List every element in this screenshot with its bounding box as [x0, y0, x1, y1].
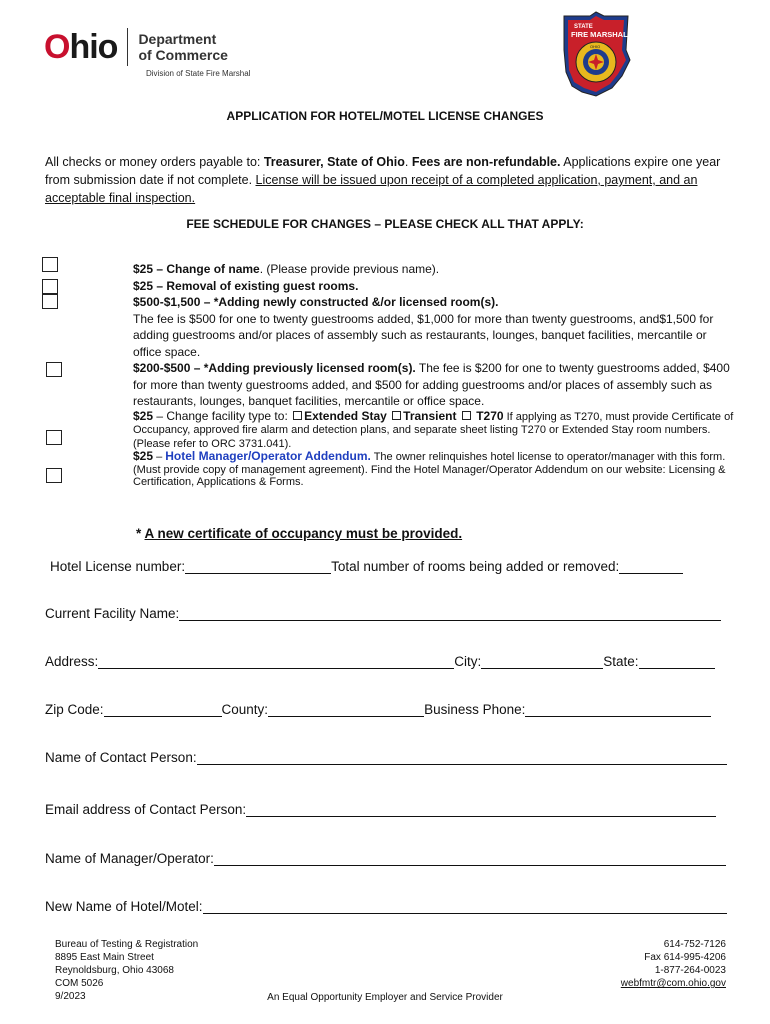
- footer-phone: 614-752-7126: [663, 939, 726, 950]
- footer-fax: Fax 614-995-4206: [644, 952, 726, 963]
- label-county: County:: [221, 702, 269, 717]
- seal-text-top: STATE: [574, 24, 593, 30]
- fee-label: $25: [133, 449, 154, 463]
- logo-divider: [127, 28, 128, 66]
- fee-item-new-rooms-desc: The fee is $500 for one to twenty guestrooms added, $1,000 for more than twenty guestrooms, and$1,500 for adding guestrooms and/or places of assembly such as restaurants, lounges, banquet facilities, mercantile or office space.: [133, 311, 714, 359]
- total-rooms-field[interactable]: [619, 558, 683, 574]
- seal-ring-text: OHIO: [590, 44, 601, 49]
- note-text: A new certificate of occupancy must be provided.: [144, 526, 463, 541]
- label-contact-email: Email address of Contact Person:: [45, 802, 247, 817]
- label-facility-name: Current Facility Name:: [45, 606, 180, 621]
- footer-form-number: COM 5026: [55, 978, 104, 989]
- hotel-license-field[interactable]: [185, 558, 331, 574]
- seal-text-main: FIRE MARSHAL: [571, 30, 628, 39]
- footer-contact: [621, 938, 726, 990]
- checkbox-change-facility-type[interactable]: [46, 430, 62, 445]
- fee-item-facility-type: [133, 410, 738, 451]
- intro-payee: Treasurer, State of Ohio: [263, 155, 405, 169]
- footer-bureau: Bureau of Testing & Registration: [55, 939, 199, 950]
- city-field[interactable]: [481, 653, 603, 669]
- checkbox-t270[interactable]: [462, 411, 471, 420]
- option-t270: T270: [476, 408, 504, 423]
- state-field[interactable]: [639, 653, 715, 669]
- fee-item-removal: [133, 278, 738, 295]
- ohio-logo-o: O: [44, 28, 70, 66]
- footer-city: Reynoldsburg, Ohio 43068: [55, 965, 174, 976]
- business-phone-field[interactable]: [525, 701, 711, 717]
- footer-tollfree: 1-877-264-0023: [654, 965, 726, 976]
- page-title: APPLICATION FOR HOTEL/MOTEL LICENSE CHANGES: [226, 109, 544, 123]
- address-field[interactable]: [98, 653, 454, 669]
- ohio-logo-hio: hio: [69, 28, 118, 66]
- manager-field[interactable]: [214, 850, 726, 866]
- intro-expiry: Applications expire one year from submission date if not complete.: [45, 155, 721, 187]
- new-name-field[interactable]: [203, 898, 727, 914]
- label-state: State:: [603, 654, 639, 669]
- fee-desc: – Change facility type to:: [153, 408, 292, 423]
- department-line1: Department: [138, 31, 217, 47]
- fee-label: $200-$500 – *Adding previously licensed room(s).: [133, 361, 416, 375]
- fee-desc: . (Please provide previous name).: [259, 262, 440, 276]
- intro-nonrefundable: Fees are non-refundable.: [411, 155, 561, 169]
- checkbox-adding-new-rooms[interactable]: [42, 294, 58, 309]
- facility-name-field[interactable]: [179, 605, 721, 621]
- checkbox-removal-rooms[interactable]: [42, 279, 58, 294]
- county-field[interactable]: [268, 701, 424, 717]
- note-star: *: [136, 526, 145, 541]
- row-zip: [45, 701, 711, 717]
- label-contact-person: Name of Contact Person:: [45, 750, 197, 765]
- checkbox-adding-licensed-rooms[interactable]: [46, 362, 62, 377]
- intro-license-note: License will be issued upon receipt of a completed application, payment, and an acceptable final inspection.: [45, 173, 698, 205]
- fee-desc: The fee is $200 for one to twenty guestrooms added, $400 for more than twenty guestrooms added, and $500 for adding guestrooms and/or places of assembly such as restaurants, lounges, banquet facilities, mercantile or office space.: [133, 361, 730, 408]
- fee-dash: –: [153, 451, 166, 463]
- fee-label: $500-$1,500 – *Adding newly constructed &/or licensed room(s).: [133, 295, 499, 309]
- addendum-link[interactable]: Hotel Manager/Operator Addendum.: [165, 449, 371, 463]
- fee-item-licensed-rooms: [133, 360, 738, 410]
- fee-label: $25 – Removal of existing guest rooms.: [133, 278, 359, 293]
- intro-sep: .: [404, 155, 412, 169]
- row-facility-name: [45, 605, 721, 621]
- fee-item-addendum: [133, 450, 738, 489]
- option-transient: Transient: [403, 408, 457, 423]
- intro-text: All checks or money orders payable to:: [45, 155, 264, 169]
- row-contact-person: [45, 749, 727, 765]
- label-address: Address:: [45, 654, 99, 669]
- contact-email-field[interactable]: [246, 801, 716, 817]
- row-manager: [45, 850, 726, 866]
- footer-eoe: An Equal Opportunity Employer and Service Provider: [267, 992, 503, 1003]
- label-total-rooms: Total number of rooms being added or removed:: [331, 559, 620, 574]
- fee-label: $25: [133, 408, 154, 423]
- row-address: [45, 653, 715, 669]
- label-city: City:: [454, 654, 482, 669]
- department-line2: of Commerce: [138, 47, 228, 63]
- intro-paragraph: [45, 153, 745, 207]
- footer-date: 9/2023: [55, 991, 86, 1002]
- ohio-logo: [44, 28, 228, 66]
- division-name: Division of State Fire Marshal: [146, 69, 251, 78]
- fee-item-new-rooms: [133, 294, 738, 311]
- department-name: [138, 31, 227, 63]
- fee-item-change-name: [133, 261, 738, 278]
- zip-field[interactable]: [104, 701, 222, 717]
- checkbox-operator-addendum[interactable]: [46, 468, 62, 483]
- checkbox-extended-stay[interactable]: [293, 411, 302, 420]
- row-hotel-license: [50, 558, 683, 574]
- fee-desc: The owner relinquishes hotel license to operator/manager with this form. (Must provide copy of management agreement). Find the Hotel Manager/Operator Addendum on our website: Licensing & Certification, Applications & Forms.: [133, 451, 726, 488]
- label-zip: Zip Code:: [45, 702, 104, 717]
- fee-label: $25 – Change of name: [133, 262, 260, 276]
- footer-email-link[interactable]: webfmtr@com.ohio.gov: [620, 978, 726, 989]
- fee-schedule-title: FEE SCHEDULE FOR CHANGES – PLEASE CHECK ALL THAT APPLY:: [186, 217, 584, 231]
- label-business-phone: Business Phone:: [424, 702, 526, 717]
- checkbox-change-name[interactable]: [42, 257, 58, 272]
- row-contact-email: [45, 801, 716, 817]
- fee-list: [133, 261, 738, 489]
- state-fire-marshal-seal-icon: [560, 10, 632, 98]
- label-new-name: New Name of Hotel/Motel:: [45, 899, 203, 914]
- footer-street: 8895 East Main Street: [55, 952, 154, 963]
- contact-person-field[interactable]: [197, 749, 727, 765]
- option-extended-stay: Extended Stay: [304, 408, 387, 423]
- occupancy-note: [136, 526, 462, 541]
- row-new-name: [45, 898, 727, 914]
- ohio-wordmark: [44, 30, 117, 64]
- label-manager: Name of Manager/Operator:: [45, 851, 214, 866]
- checkbox-transient[interactable]: [392, 411, 401, 420]
- label-hotel-license: Hotel License number:: [50, 559, 186, 574]
- fee-desc: If applying as T270, must provide Certificate of Occupancy, approved fire alarm and detection plans, and separate sheet listing T270 or Extended Stay room numbers. (Please refer to ORC 3731.041).: [133, 410, 734, 450]
